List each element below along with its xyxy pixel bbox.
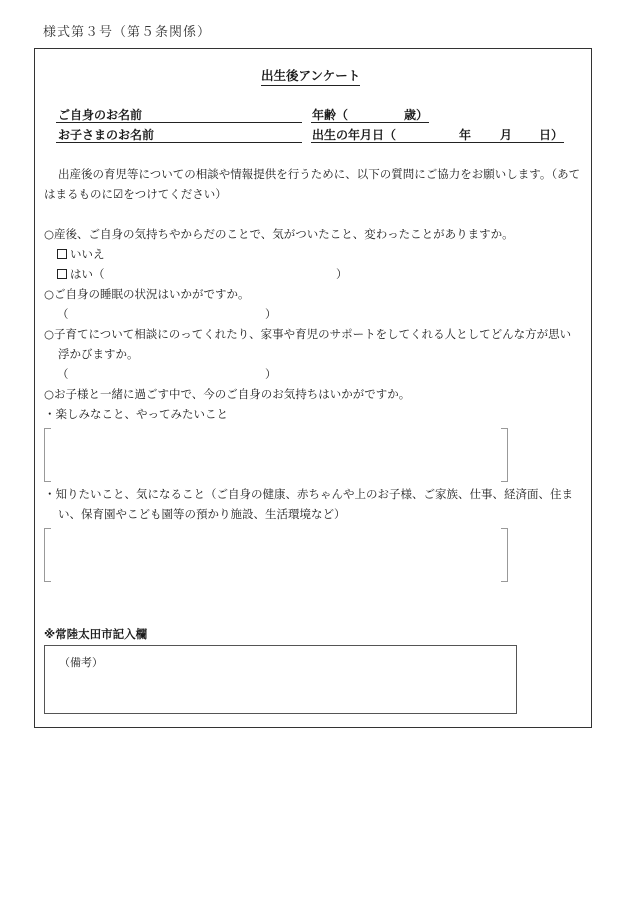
page-title: 出生後アンケート — [261, 66, 360, 86]
q1-option-yes[interactable] — [57, 265, 105, 283]
q3-paren-close: ） — [265, 367, 277, 381]
q4-sub-2-line-2: い、保育園やこども園等の預かり施設、生活環境など） — [58, 507, 346, 521]
question-4: ○お子様と一緒に過ごす中で、今のご自身のお気持ちはいかがですか。 — [44, 387, 411, 401]
birthdate-label: 出生の年月日（ — [312, 128, 397, 142]
question-3-line-1: ○子育てについて相談にのってくれたり、家事や育児のサポートをしてくれる人としてどんな方が思い — [44, 327, 572, 341]
name-underline — [56, 122, 302, 123]
office-use-label: ※常陸太田市記入欄 — [44, 627, 148, 641]
q4-sub-1: ・楽しみなこと、やってみたいこと — [44, 407, 228, 421]
q2-paren-close: ） — [265, 307, 277, 321]
q4-answer-box-2-right[interactable] — [501, 528, 508, 582]
q1-option-no-label: いいえ — [70, 247, 105, 261]
month-unit: 月 — [500, 128, 513, 142]
memo-label: （備考） — [59, 656, 103, 669]
checkbox-icon[interactable] — [57, 269, 67, 279]
q1-option-yes-label: はい（ — [70, 267, 105, 281]
question-3-line-2: 浮かびますか。 — [58, 347, 139, 361]
office-memo-box[interactable] — [44, 645, 517, 714]
question-1: ○産後、ご自身の気持ちやからだのことで、気がついたこと、変わったことがありますか。 — [44, 227, 514, 241]
year-unit: 年 — [459, 128, 472, 142]
age-underline — [311, 122, 429, 123]
q1-paren-close: ） — [336, 267, 348, 281]
q2-paren-open: （ — [57, 307, 69, 321]
q1-option-no[interactable] — [57, 245, 105, 263]
q4-answer-box-1-left[interactable] — [44, 428, 51, 482]
child-name-label: お子さまのお名前 — [58, 128, 155, 142]
q4-sub-2-line-1: ・知りたいこと、気になること（ご自身の健康、赤ちゃんや上のお子様、ご家族、仕事、経済面、住ま — [44, 487, 573, 501]
q3-paren-open: （ — [57, 367, 69, 381]
checkbox-icon[interactable] — [57, 249, 67, 259]
q4-answer-box-2-left[interactable] — [44, 528, 51, 582]
day-unit: 日） — [539, 128, 564, 142]
intro-line-1: 出産後の育児等についての相談や情報提供を行うために、以下の質問にご協力をお願いします。（あて — [58, 167, 581, 181]
q4-answer-box-1-right[interactable] — [501, 428, 508, 482]
birthdate-underline — [311, 142, 564, 143]
name-label: ご自身のお名前 — [58, 108, 143, 122]
child-name-underline — [56, 142, 302, 143]
question-2: ○ご自身の睡眠の状況はいかがですか。 — [44, 287, 250, 301]
intro-line-2: はまるものに☑をつけてください） — [44, 187, 227, 201]
age-unit: 歳） — [404, 108, 429, 122]
age-label: 年齢（ — [312, 108, 349, 122]
form-reference: 様式第３号（第５条関係） — [43, 25, 212, 40]
